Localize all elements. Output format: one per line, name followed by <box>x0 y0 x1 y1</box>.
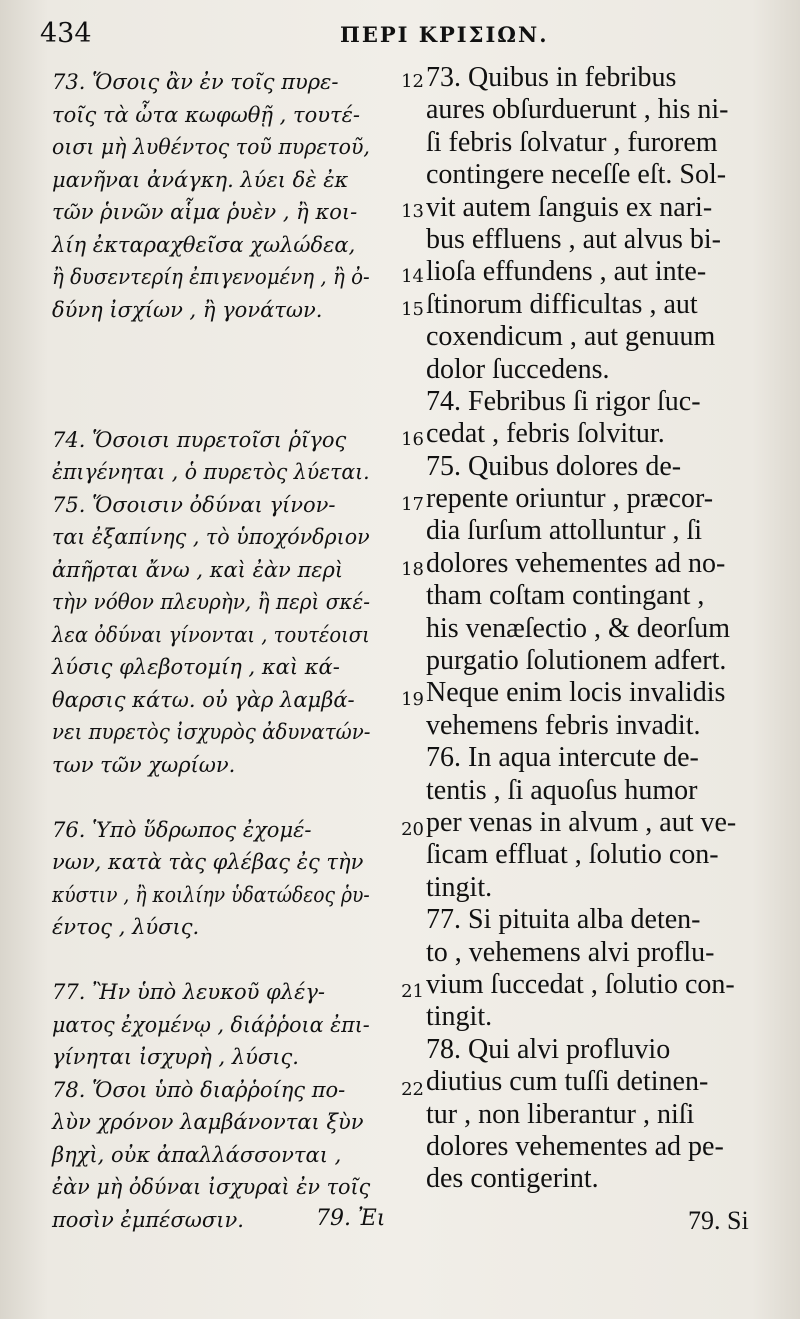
latin-line: dolores vehementes ad no- <box>426 547 726 579</box>
blank-line <box>52 359 424 392</box>
greek-line-text: μανῆναι ἀνάγκη. λύει δὲ ἐκ <box>52 167 349 192</box>
latin-line: tham coſtam contingant , <box>426 580 705 612</box>
latin-paragraph <box>426 451 768 743</box>
latin-line: ſi febris ſolvatur , furorem <box>426 126 718 158</box>
greek-line <box>52 651 424 684</box>
greek-line <box>52 879 424 912</box>
margin-line-number: 12 <box>401 71 424 92</box>
greek-line <box>52 684 424 717</box>
greek-line-text: γίνηται ἰσχυρὴ , λύσις. <box>52 1045 299 1069</box>
greek-line <box>52 1009 424 1042</box>
running-title: ΠΕΡΙ ΚΡΙΣΙΩΝ. <box>340 22 549 47</box>
blank-line <box>52 326 424 359</box>
greek-line-text: τὴν νόθον πλευρὴν, ἢ περὶ σκέ- <box>52 590 370 614</box>
greek-line-text: ἀπῆρται ἄνω , καὶ ἐὰν περὶ <box>52 557 344 582</box>
greek-line-text: έντος , λύσις. <box>52 915 200 939</box>
latin-line: 75. Quibus dolores de- <box>426 450 682 482</box>
greek-line <box>52 131 424 164</box>
latin-line: vium ſuccedat , ſolutio con- <box>426 968 735 1000</box>
greek-line <box>52 846 424 879</box>
margin-line-number: 14 <box>401 266 424 287</box>
greek-line <box>52 1171 424 1204</box>
blank-line <box>52 944 424 977</box>
greek-column <box>52 66 424 1236</box>
greek-line <box>52 716 424 749</box>
latin-paragraph <box>426 386 768 451</box>
greek-line <box>52 554 424 587</box>
latin-line: Neque enim locis invalidis <box>426 677 726 709</box>
latin-line: dolores vehementes ad pe- <box>426 1130 724 1162</box>
greek-line <box>52 456 424 489</box>
latin-line: tur , non liberantur , niſi <box>426 1098 695 1130</box>
greek-line-text: νων, κατὰ τὰς φλέβας ἐς τὴν <box>52 850 364 874</box>
margin-line-number: 19 <box>401 688 424 710</box>
greek-line <box>52 1106 424 1139</box>
greek-line-text: λὺν χρόνον λαμβάνονται ξὺν <box>52 1110 364 1134</box>
greek-line <box>52 99 424 132</box>
latin-line: vehemens febris invadit. <box>426 709 701 741</box>
greek-paragraph <box>52 976 424 1074</box>
latin-line: ſtinorum difficultas , aut <box>426 288 698 320</box>
greek-line-text: 77. Ἢν ὑπὸ λευκοῦ φλέγ- <box>52 980 325 1004</box>
catchword-latin: 79. Si <box>688 1206 749 1235</box>
latin-paragraph <box>426 742 768 904</box>
latin-line: 78. Qui alvi profluvio <box>426 1033 671 1065</box>
greek-line <box>52 521 424 554</box>
greek-line-text: ἢ δυσεντερίη ἐπιγενομένη , ἢ ὀ- <box>52 265 370 289</box>
greek-line <box>52 749 424 782</box>
greek-line <box>52 424 424 457</box>
margin-line-number: 13 <box>401 201 424 222</box>
margin-line-number: 17 <box>401 493 424 515</box>
latin-line: aures obſurduerunt , his ni- <box>426 94 729 126</box>
greek-line-text: οισι μὴ λυθέντος τοῦ πυρετοῦ, <box>52 135 370 159</box>
greek-paragraph <box>52 489 424 782</box>
latin-line: per venas in alvum , aut ve- <box>426 806 737 838</box>
greek-line <box>52 976 424 1009</box>
latin-line: contingere neceſſe eſt. Sol- <box>426 159 727 191</box>
greek-line <box>52 164 424 197</box>
margin-line-number: 22 <box>401 1078 424 1100</box>
margin-line-number: 18 <box>401 558 424 580</box>
greek-line-text: βηχὶ, οὐκ ἀπαλλάσσονται , <box>52 1142 342 1167</box>
latin-line: des contigerint. <box>426 1163 599 1195</box>
greek-line-text: 73. Ὅσοις ἂν ἐν τοῖς πυρε- <box>52 70 339 94</box>
greek-line-text: ποσὶν ἐμπέσωσιν. <box>52 1207 244 1232</box>
greek-line-text: ἐὰν μὴ ὀδύναι ἰσχυραὶ ἐν τοῖς <box>52 1175 371 1199</box>
greek-paragraph <box>52 814 424 944</box>
greek-line <box>52 489 424 522</box>
latin-line: 73. Quibus in febribus <box>426 62 677 93</box>
latin-line: purgatio ſolutionem adfert. <box>426 645 727 677</box>
greek-line <box>52 619 424 652</box>
latin-column <box>426 62 768 1196</box>
latin-paragraph <box>426 904 768 1034</box>
greek-line-text: ἐπιγένηται , ὁ πυρετὸς λύεται. <box>52 460 370 484</box>
page-header <box>40 14 760 54</box>
latin-line: ſicam effluat , ſolutio con- <box>426 839 719 871</box>
latin-line: vit autem ſanguis ex nari- <box>426 191 713 223</box>
greek-line-text: 76. Ὑπὸ ὕδρωπος ἐχομέ- <box>52 817 312 842</box>
latin-line: coxendicum , aut genuum <box>426 321 716 353</box>
greek-line <box>52 1041 424 1074</box>
greek-line-text: ματος ἐχομένῳ , διάῤῥοια ἐπι- <box>52 1012 370 1037</box>
greek-line-text: τοῖς τὰ ὦτα κωφωθῇ , τουτέ- <box>52 102 360 127</box>
page-footer <box>0 1206 800 1246</box>
latin-line: 77. Si pituita alba deten- <box>426 904 701 936</box>
greek-paragraph <box>52 66 424 326</box>
latin-line: dia ſurſum attolluntur , ſi <box>426 515 703 547</box>
greek-line <box>52 1074 424 1107</box>
greek-line-text: δύνη ἰσχίων , ἢ γονάτων. <box>52 297 323 322</box>
latin-line: his venæſectio , & deorſum <box>426 612 731 644</box>
latin-line: tingit. <box>426 871 493 903</box>
greek-line-text: ται ἐξαπίνης , τὸ ὑποχόνδριον <box>52 525 370 549</box>
greek-line-text: κύστιν , ἢ κοιλίην ὑδατώδεος ῥυ- <box>52 882 370 907</box>
latin-line: 76. In aqua intercute de- <box>426 742 699 774</box>
latin-line: diutius cum tuſſi detinen- <box>426 1066 709 1098</box>
greek-line-text: θαρσις κάτω. οὐ γὰρ λαμβά- <box>52 687 355 712</box>
latin-line: bus effluens , aut alvus bi- <box>426 223 721 255</box>
margin-line-number: 20 <box>401 818 424 840</box>
margin-line-number: 15 <box>401 298 424 320</box>
greek-line <box>52 261 424 294</box>
latin-line: tingit. <box>426 1001 493 1033</box>
greek-line <box>52 911 424 944</box>
latin-paragraph <box>426 62 768 386</box>
blank-line <box>52 391 424 424</box>
greek-line-text: λίη ἐκταραχθεῖσα χωλώδεα, <box>52 232 356 257</box>
greek-line-text: λεα ὀδύναι γίνονται , τουτέοισι <box>52 622 370 647</box>
latin-line: lioſa effundens , aut inte- <box>426 256 707 288</box>
greek-paragraph <box>52 424 424 489</box>
greek-line <box>52 196 424 229</box>
greek-line-text: 75. Ὅσοισιν ὀδύναι γίνον- <box>52 492 336 517</box>
greek-line-text: λύσις φλεβοτομίη , καὶ κά- <box>52 655 340 679</box>
latin-line: repente oriuntur , præcor- <box>426 483 714 515</box>
greek-line-text: 74. Ὅσοισι πυρετοῖσι ῥῖγος <box>52 427 347 452</box>
latin-line: to , vehemens alvi proflu- <box>426 936 715 968</box>
latin-line: dolor ſuccedens. <box>426 353 610 385</box>
greek-line <box>52 66 424 99</box>
blank-line <box>52 781 424 814</box>
greek-line <box>52 294 424 327</box>
greek-line <box>52 1139 424 1172</box>
page-number: 434 <box>40 18 92 49</box>
margin-line-number: 21 <box>401 981 424 1002</box>
latin-paragraph <box>426 1034 768 1196</box>
greek-line-text: νει πυρετὸς ἰσχυρὸς ἀδυνατών- <box>52 720 371 744</box>
catchword-greek: 79. Ἐι <box>316 1206 386 1231</box>
greek-line-text: 78. Ὅσοι ὑπὸ διαῤῥοίης πο- <box>52 1077 346 1102</box>
latin-line: tentis , ſi aquoſus humor <box>426 774 698 806</box>
greek-line-text: των τῶν χωρίων. <box>52 752 236 777</box>
latin-line: cedat , febris ſolvitur. <box>426 418 665 450</box>
greek-line <box>52 814 424 847</box>
greek-line <box>52 586 424 619</box>
latin-line: 74. Febribus ſi rigor ſuc- <box>426 385 701 417</box>
margin-line-number: 16 <box>401 428 424 450</box>
greek-line <box>52 229 424 262</box>
greek-line-text: τῶν ῥινῶν αἷμα ῥυὲν , ἢ κοι- <box>52 200 358 224</box>
